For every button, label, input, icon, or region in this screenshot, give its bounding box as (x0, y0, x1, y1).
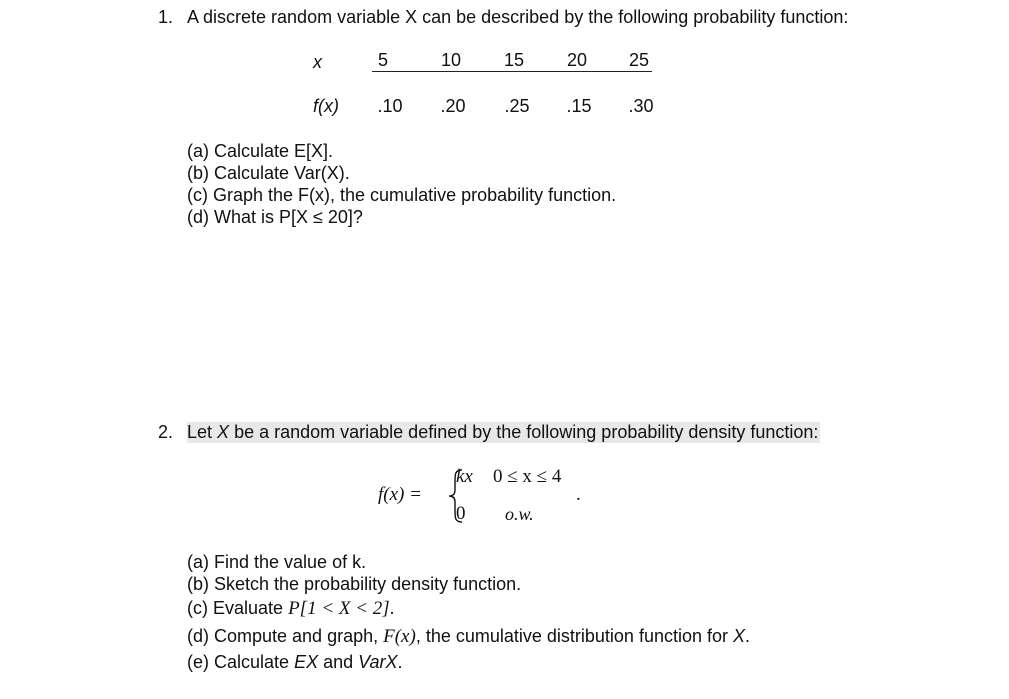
table-x-value: 5 (377, 50, 388, 70)
question-2-text-post: be a random variable defined by the following probability density function: (234, 422, 819, 442)
table-fx-value: .20 (440, 96, 466, 116)
part-c-post: . (389, 598, 395, 618)
question-1-part-c: (c) Graph the F(x), the cumulative probability function. (187, 185, 617, 205)
table-x-value: 20 (566, 50, 588, 70)
part-d-math: F(x) (383, 626, 416, 647)
table-fx-value: .15 (566, 96, 592, 116)
formula-end-period: . (576, 484, 581, 505)
question-1-part-d: (d) What is P[X ≤ 20]? (187, 207, 363, 227)
part-d-pre: (d) Compute and graph, (187, 626, 379, 646)
formula-case1-expr: kx (456, 466, 473, 487)
question-2-part-c (187, 597, 394, 620)
part-e-pre: (e) Calculate (187, 652, 290, 672)
table-x-value: 10 (440, 50, 462, 70)
question-1-part-b: (b) Calculate Var(X). (187, 163, 350, 183)
question-2-variable: X (217, 422, 230, 442)
table-fx-value: .10 (377, 96, 403, 116)
table-fx-label: f(x) (313, 96, 339, 116)
table-x-label: x (313, 52, 322, 72)
question-2-text-pre: Let (187, 422, 213, 442)
part-c-pre: (c) Evaluate (187, 598, 284, 618)
question-2-part-a: (a) Find the value of k. (187, 552, 367, 572)
part-d-post: . (745, 626, 751, 646)
table-fx-value: .25 (504, 96, 530, 116)
question-2-number: 2. (158, 422, 174, 442)
part-c-math: P[1 < X < 2] (288, 598, 390, 619)
part-d-mid: , the cumulative distribution function for (415, 626, 728, 646)
question-2-part-d (187, 625, 750, 648)
formula-case1-condition: 0 ≤ x ≤ 4 (493, 466, 562, 487)
question-1-part-a: (a) Calculate E[X]. (187, 141, 334, 161)
table-fx-value: .30 (628, 96, 654, 116)
question-2-text (187, 422, 820, 443)
table-x-value: 15 (503, 50, 525, 70)
question-1-number: 1. (158, 7, 174, 27)
part-e-var1: EX (294, 652, 319, 672)
table-header-rule (372, 71, 652, 72)
question-2-part-e (187, 651, 403, 673)
table-x-value: 25 (628, 50, 650, 70)
question-2-part-b: (b) Sketch the probability density function. (187, 574, 522, 594)
part-d-variable: X (733, 626, 746, 646)
part-e-var2: VarX (358, 652, 398, 672)
formula-case2-expr: 0 (456, 503, 466, 524)
part-e-mid: and (323, 652, 354, 672)
formula-lhs: f(x) = (378, 484, 422, 505)
question-1-text: A discrete random variable X can be described by the following probability function: (187, 7, 849, 27)
formula-case2-condition: o.w. (505, 504, 534, 524)
part-e-post: . (397, 652, 403, 672)
